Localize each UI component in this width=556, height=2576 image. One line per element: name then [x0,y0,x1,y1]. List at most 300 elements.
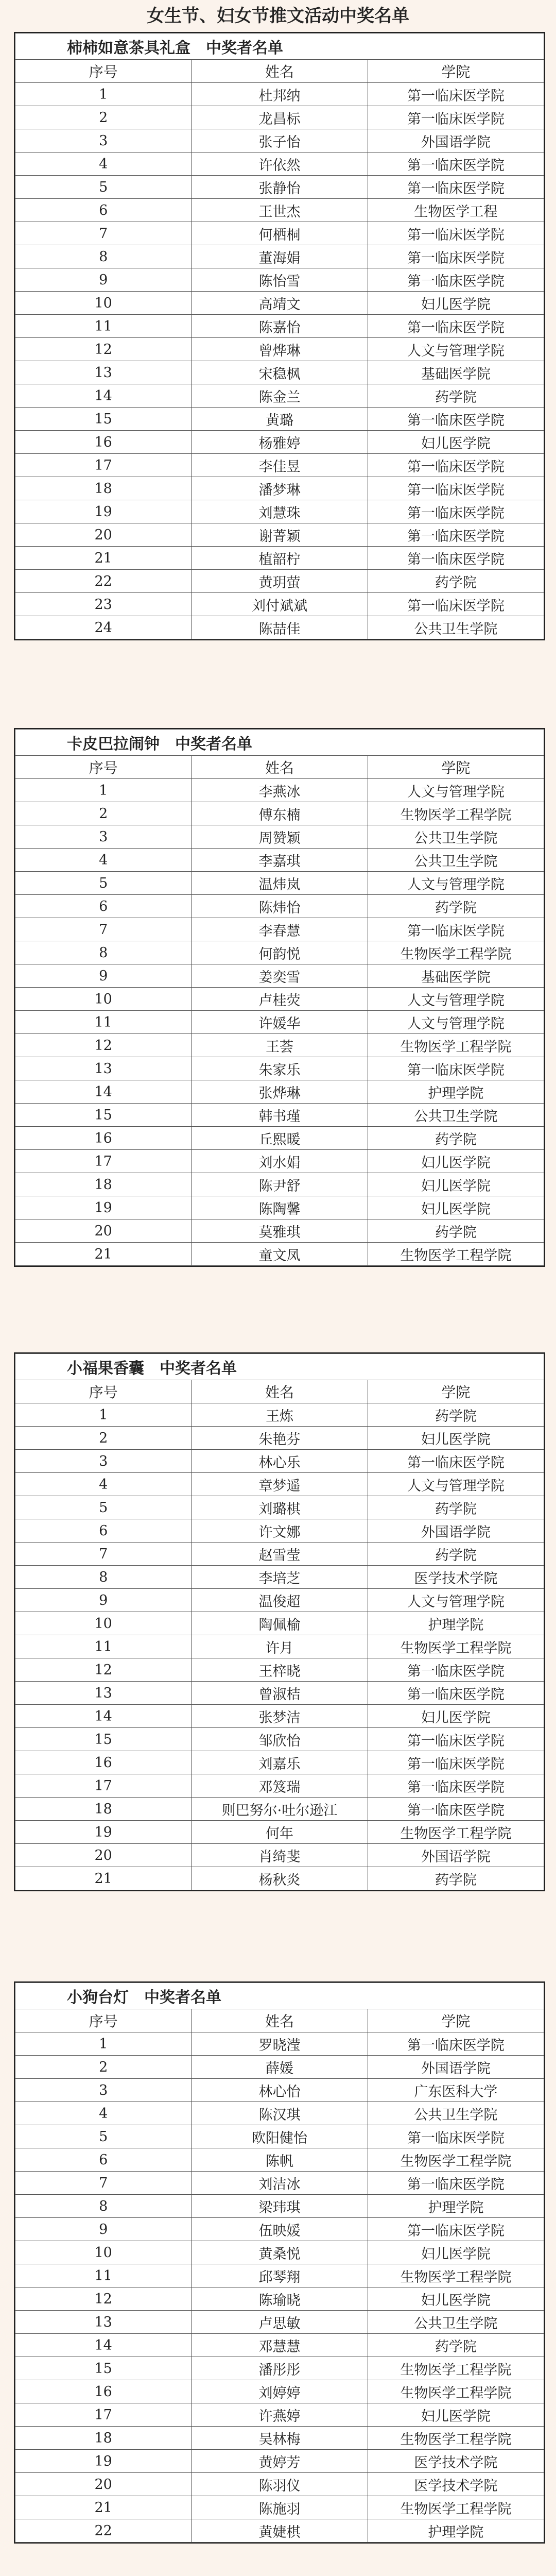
cell-name: 陈羽仪 [192,2473,368,2496]
section-title-line: 小福果香囊 中奖者名单 [67,1360,237,1378]
table-row [15,477,544,500]
table-row [15,2195,544,2218]
cell-seq: 20 [15,2473,192,2496]
prize-table-1 [14,32,545,640]
cell-seq: 16 [15,2380,192,2403]
section-title-line: 小狗台灯 中奖者名单 [67,1989,221,2007]
table-row [15,268,544,292]
cell-name: 李培芝 [192,1566,368,1589]
cell-name: 黄婕棋 [192,2519,368,2543]
cell-seq: 9 [15,1589,192,1612]
cell-seq: 13 [15,1057,192,1080]
cell-name: 张烨琳 [192,1080,368,1104]
table-row [15,500,544,523]
cell-college: 人文与管理学院 [368,988,544,1011]
cell-name: 潘彤彤 [192,2357,368,2380]
header-name: 姓名 [192,756,368,779]
cell-seq: 22 [15,2519,192,2543]
cell-seq: 16 [15,1127,192,1150]
table-row [15,1080,544,1104]
cell-name: 陈陶馨 [192,1196,368,1219]
cell-college: 人文与管理学院 [368,872,544,895]
table-row [15,2264,544,2287]
section-title-row [15,1354,544,1380]
cell-seq: 1 [15,83,192,106]
cell-college: 生物医学工程学院 [368,2427,544,2450]
cell-name: 陈施羽 [192,2496,368,2519]
cell-name: 莫雅琪 [192,1219,368,1243]
cell-seq: 15 [15,1104,192,1127]
cell-name: 陈瑜晓 [192,2287,368,2311]
cell-seq: 18 [15,477,192,500]
cell-name: 李佳昱 [192,454,368,477]
cell-seq: 3 [15,129,192,152]
cell-name: 童文凤 [192,1243,368,1266]
cell-college: 第一临床医学院 [368,2218,544,2241]
cell-name: 曾烨琳 [192,338,368,361]
prize-table-4 [14,1981,545,2544]
table-row [15,384,544,408]
cell-name: 李燕冰 [192,779,368,802]
table-row [15,1219,544,1243]
cell-name: 罗晓滢 [192,2032,368,2056]
cell-college: 第一临床医学院 [368,1450,544,1473]
table-header-row [15,1380,544,1403]
cell-college: 第一临床医学院 [368,1728,544,1751]
cell-name: 韩书瑾 [192,1104,368,1127]
cell-college: 药学院 [368,570,544,593]
header-college: 学院 [368,756,544,779]
cell-name: 温俊超 [192,1589,368,1612]
table-row [15,1127,544,1150]
table-row [15,570,544,593]
cell-name: 邹欣怡 [192,1728,368,1751]
cell-name: 姜奕雪 [192,964,368,988]
table-row [15,2241,544,2264]
prize-table-3 [14,1352,545,1891]
cell-seq: 9 [15,2218,192,2241]
cell-seq: 17 [15,1150,192,1173]
cell-seq: 16 [15,1751,192,1774]
cell-name: 陈汉琪 [192,2102,368,2125]
table-header-row [15,60,544,83]
cell-name: 许媛华 [192,1011,368,1034]
cell-name: 何栖桐 [192,222,368,245]
table-row [15,1612,544,1635]
cell-college: 公共卫生学院 [368,849,544,872]
cell-name: 刘付斌斌 [192,593,368,616]
cell-college: 生物医学工程学院 [368,1034,544,1057]
cell-seq: 7 [15,1543,192,1566]
table-row [15,1566,544,1589]
cell-college: 外国语学院 [368,129,544,152]
table-row [15,361,544,384]
cell-college: 第一临床医学院 [368,1682,544,1705]
cell-name: 陶佩榆 [192,1612,368,1635]
cell-college: 公共卫生学院 [368,2102,544,2125]
cell-seq: 11 [15,2264,192,2287]
cell-name: 杨秋炎 [192,1867,368,1890]
cell-name: 宋稳枫 [192,361,368,384]
cell-college: 第一临床医学院 [368,523,544,547]
cell-seq: 6 [15,1519,192,1543]
table-row [15,1728,544,1751]
cell-seq: 10 [15,988,192,1011]
table-row [15,964,544,988]
table-row [15,338,544,361]
table-header-row [15,2009,544,2032]
cell-seq: 12 [15,1034,192,1057]
cell-seq: 14 [15,1705,192,1728]
cell-college: 妇儿医学院 [368,292,544,315]
cell-college: 第一临床医学院 [368,222,544,245]
cell-seq: 2 [15,802,192,825]
cell-seq: 12 [15,338,192,361]
cell-seq: 7 [15,918,192,941]
cell-name: 赵雪莹 [192,1543,368,1566]
cell-seq: 2 [15,2056,192,2079]
cell-seq: 12 [15,1658,192,1682]
cell-college: 药学院 [368,1496,544,1519]
cell-college: 妇儿医学院 [368,1173,544,1196]
cell-college: 第一临床医学院 [368,152,544,176]
cell-name: 许文娜 [192,1519,368,1543]
table-row [15,2102,544,2125]
cell-seq: 20 [15,523,192,547]
table-row [15,106,544,129]
table-row [15,2473,544,2496]
cell-name: 黄桑悦 [192,2241,368,2264]
cell-college: 生物医学工程学院 [368,2357,544,2380]
section-title-line: 卡皮巴拉闹钟 中奖者名单 [67,735,252,753]
table-row [15,2287,544,2311]
section-title [15,730,544,756]
table-row [15,2311,544,2334]
cell-name: 陈喆佳 [192,616,368,639]
page-title: 女生节、妇女节推文活动中奖名单 [147,6,409,26]
cell-name: 丘熙暖 [192,1127,368,1150]
table-row [15,941,544,964]
cell-name: 黄婷芳 [192,2450,368,2473]
cell-college: 第一临床医学院 [368,918,544,941]
cell-seq: 18 [15,1173,192,1196]
cell-seq: 13 [15,2311,192,2334]
cell-college: 妇儿医学院 [368,1705,544,1728]
cell-name: 陈帆 [192,2148,368,2172]
cell-name: 林心乐 [192,1450,368,1473]
table-row [15,2496,544,2519]
cell-seq: 9 [15,964,192,988]
table-row [15,292,544,315]
cell-college: 人文与管理学院 [368,1473,544,1496]
cell-college: 基础医学院 [368,964,544,988]
cell-seq: 10 [15,1612,192,1635]
cell-college: 第一临床医学院 [368,408,544,431]
table-row [15,1589,544,1612]
cell-seq: 19 [15,1821,192,1844]
cell-college: 生物医学工程学院 [368,1821,544,1844]
table-row [15,176,544,199]
cell-college: 第一临床医学院 [368,500,544,523]
cell-name: 杨雅婷 [192,431,368,454]
cell-college: 第一临床医学院 [368,245,544,268]
cell-name: 张子怡 [192,129,368,152]
cell-seq: 6 [15,2148,192,2172]
cell-seq: 15 [15,1728,192,1751]
table-row [15,1635,544,1658]
table-row [15,1057,544,1080]
cell-seq: 15 [15,2357,192,2380]
cell-seq: 11 [15,1011,192,1034]
cell-college: 妇儿医学院 [368,2403,544,2427]
cell-seq: 4 [15,152,192,176]
cell-seq: 19 [15,500,192,523]
header-name: 姓名 [192,2009,368,2032]
cell-seq: 5 [15,176,192,199]
cell-seq: 10 [15,292,192,315]
cell-college: 妇儿医学院 [368,2287,544,2311]
table-row [15,2172,544,2195]
section-title [15,1983,544,2009]
cell-seq: 24 [15,616,192,639]
cell-name: 刘洁冰 [192,2172,368,2195]
cell-college: 外国语学院 [368,1844,544,1867]
cell-college: 第一临床医学院 [368,1774,544,1798]
cell-college: 生物医学工程学院 [368,941,544,964]
cell-college: 人文与管理学院 [368,338,544,361]
table-row [15,454,544,477]
cell-college: 生物医学工程学院 [368,2264,544,2287]
table-row [15,918,544,941]
cell-name: 朱家乐 [192,1057,368,1080]
table-row [15,1682,544,1705]
cell-seq: 12 [15,2287,192,2311]
cell-college: 药学院 [368,1127,544,1150]
header-college: 学院 [368,60,544,83]
cell-name: 傅东楠 [192,802,368,825]
cell-name: 张梦洁 [192,1705,368,1728]
cell-name: 陈尹舒 [192,1173,368,1196]
cell-seq: 11 [15,1635,192,1658]
cell-college: 生物医学工程学院 [368,802,544,825]
cell-college: 药学院 [368,1403,544,1427]
cell-college: 妇儿医学院 [368,1150,544,1173]
cell-college: 第一临床医学院 [368,1658,544,1682]
cell-name: 谢菁颖 [192,523,368,547]
cell-college: 药学院 [368,2334,544,2357]
section-title-row [15,33,544,60]
cell-seq: 4 [15,1473,192,1496]
cell-seq: 15 [15,408,192,431]
cell-name: 周赞颖 [192,825,368,849]
cell-name: 邓笈瑞 [192,1774,368,1798]
cell-college: 妇儿医学院 [368,2241,544,2264]
cell-college: 公共卫生学院 [368,1104,544,1127]
cell-name: 何韵悦 [192,941,368,964]
cell-seq: 20 [15,1844,192,1867]
cell-seq: 1 [15,1403,192,1427]
cell-name: 刘嘉乐 [192,1751,368,1774]
cell-college: 药学院 [368,1543,544,1566]
cell-college: 第一临床医学院 [368,106,544,129]
table-row [15,2334,544,2357]
cell-college: 医学技术学院 [368,1566,544,1589]
cell-college: 公共卫生学院 [368,2311,544,2334]
cell-college: 公共卫生学院 [368,616,544,639]
cell-name: 董海娟 [192,245,368,268]
cell-seq: 6 [15,199,192,222]
header-seq: 序号 [15,1380,192,1403]
prize-table-2 [14,728,545,1267]
table-row [15,593,544,616]
cell-name: 潘梦琳 [192,477,368,500]
table-row [15,1473,544,1496]
cell-college: 第一临床医学院 [368,268,544,292]
cell-college: 第一临床医学院 [368,2172,544,2195]
table-row [15,2032,544,2056]
cell-college: 人文与管理学院 [368,1011,544,1034]
table-row [15,2218,544,2241]
cell-college: 药学院 [368,384,544,408]
cell-college: 药学院 [368,1867,544,1890]
cell-name: 曾淑桔 [192,1682,368,1705]
table-row [15,1196,544,1219]
cell-name: 薛媛 [192,2056,368,2079]
cell-college: 第一临床医学院 [368,315,544,338]
cell-seq: 5 [15,2125,192,2148]
cell-seq: 5 [15,1496,192,1519]
cell-seq: 9 [15,268,192,292]
cell-seq: 14 [15,1080,192,1104]
cell-seq: 8 [15,1566,192,1589]
header-college: 学院 [368,1380,544,1403]
cell-seq: 13 [15,361,192,384]
cell-seq: 4 [15,2102,192,2125]
cell-name: 温炜岚 [192,872,368,895]
cell-college: 生物医学工程学院 [368,2380,544,2403]
cell-college: 妇儿医学院 [368,431,544,454]
table-row [15,1496,544,1519]
cell-seq: 3 [15,1450,192,1473]
table-row [15,1450,544,1473]
cell-college: 外国语学院 [368,2056,544,2079]
table-row [15,1104,544,1127]
cell-college: 第一临床医学院 [368,1751,544,1774]
table-row [15,1821,544,1844]
header-college: 学院 [368,2009,544,2032]
cell-seq: 7 [15,2172,192,2195]
cell-seq: 13 [15,1682,192,1705]
cell-college: 护理学院 [368,1080,544,1104]
table-row [15,2125,544,2148]
cell-name: 肖绮斐 [192,1844,368,1867]
cell-seq: 1 [15,779,192,802]
cell-name: 朱艳芬 [192,1427,368,1450]
cell-college: 生物医学工程 [368,199,544,222]
cell-name: 刘慧珠 [192,500,368,523]
table-row [15,2357,544,2380]
cell-name: 高靖文 [192,292,368,315]
cell-college: 妇儿医学院 [368,1196,544,1219]
cell-seq: 18 [15,1798,192,1821]
cell-name: 卢思敏 [192,2311,368,2334]
section-title-row [15,1983,544,2009]
table-row [15,779,544,802]
table-row [15,83,544,106]
cell-name: 王世杰 [192,199,368,222]
cell-name: 刘璐棋 [192,1496,368,1519]
cell-college: 第一临床医学院 [368,1798,544,1821]
table-row [15,199,544,222]
section-title-line: 柿柿如意茶具礼盒 中奖者名单 [67,39,283,57]
cell-seq: 18 [15,2427,192,2450]
cell-seq: 8 [15,2195,192,2218]
table-row [15,1519,544,1543]
cell-name: 陈金兰 [192,384,368,408]
cell-name: 植韶柠 [192,547,368,570]
cell-seq: 22 [15,570,192,593]
cell-college: 公共卫生学院 [368,825,544,849]
cell-seq: 8 [15,245,192,268]
cell-name: 李嘉琪 [192,849,368,872]
cell-college: 人文与管理学院 [368,779,544,802]
cell-seq: 4 [15,849,192,872]
cell-seq: 14 [15,384,192,408]
table-row [15,129,544,152]
table-row [15,1403,544,1427]
cell-name: 李春慧 [192,918,368,941]
table-row [15,1243,544,1266]
table-row [15,523,544,547]
cell-seq: 2 [15,1427,192,1450]
cell-college: 第一临床医学院 [368,83,544,106]
table-row [15,2450,544,2473]
cell-seq: 6 [15,895,192,918]
cell-name: 章梦遥 [192,1473,368,1496]
cell-seq: 21 [15,1867,192,1890]
table-row [15,152,544,176]
table-row [15,2427,544,2450]
table-row [15,802,544,825]
cell-seq: 17 [15,2403,192,2427]
cell-college: 第一临床医学院 [368,2125,544,2148]
cell-college: 药学院 [368,895,544,918]
table-row [15,1798,544,1821]
cell-name: 何年 [192,1821,368,1844]
cell-college: 第一临床医学院 [368,1057,544,1080]
cell-seq: 21 [15,547,192,570]
header-seq: 序号 [15,60,192,83]
header-name: 姓名 [192,1380,368,1403]
cell-seq: 20 [15,1219,192,1243]
cell-seq: 1 [15,2032,192,2056]
table-row [15,1705,544,1728]
cell-seq: 19 [15,2450,192,2473]
table-row [15,2403,544,2427]
cell-name: 许月 [192,1635,368,1658]
cell-name: 张静怡 [192,176,368,199]
cell-college: 医学技术学院 [368,2473,544,2496]
table-row [15,1751,544,1774]
cell-name: 伍映媛 [192,2218,368,2241]
cell-name: 黄玥萤 [192,570,368,593]
cell-name: 许燕婷 [192,2403,368,2427]
cell-name: 邓慧慧 [192,2334,368,2357]
cell-seq: 3 [15,825,192,849]
cell-name: 陈怡雪 [192,268,368,292]
cell-name: 陈嘉怡 [192,315,368,338]
cell-name: 邱琴翔 [192,2264,368,2287]
